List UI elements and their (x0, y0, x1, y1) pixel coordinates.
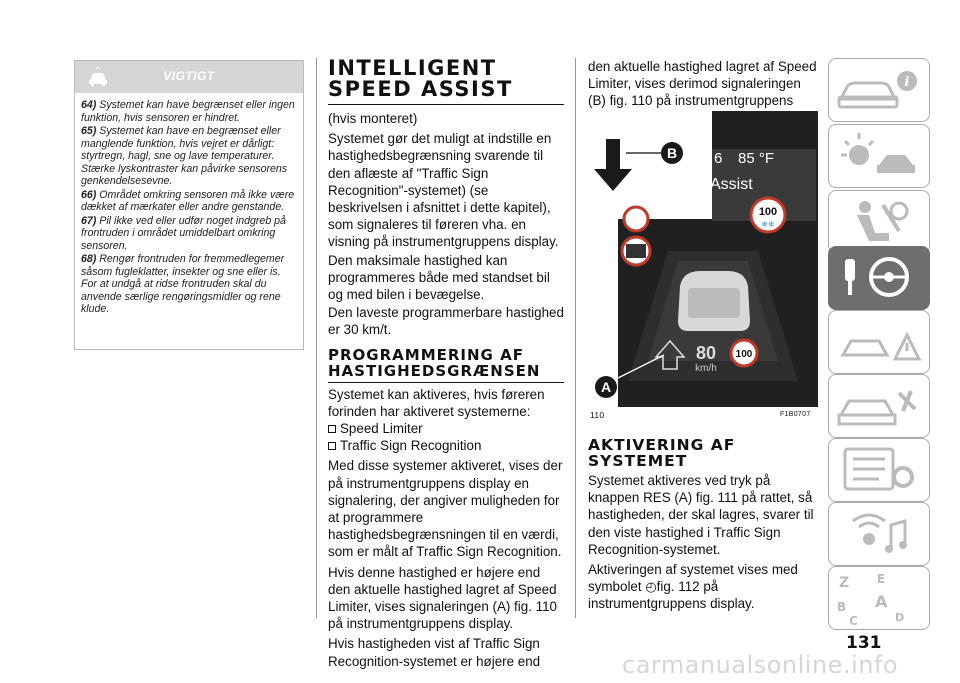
warning-title: VIGTIGT (163, 69, 215, 83)
warning-item: 65) Systemet kan have en begrænset eller manglende funktion, hvis vejret er dårligt: styrtregn, hagl, sne og lave temperaturer. Stærke lyskontraster kan påvirke sensorens genkendelsesevne. (81, 125, 288, 187)
display-assist: Assist (710, 176, 753, 193)
paragraph: Systemet gør det muligt at indstille en hastighedsbegrænsning svarende til den aflæste af "Traffic Sign Recognition"-systemet) (se beskrivelsen i afsnittet i dette kapitel), som signaleres til føreren vha. en visning på instrumentgruppens display. (328, 131, 559, 250)
index-letters-icon (829, 567, 929, 629)
svg-text:Z: Z (839, 575, 850, 591)
warning-item: 67) Pil ikke ved eller udfør noget indgreb på frontruden i området umiddelbart omkring sensoren. (81, 214, 286, 252)
body-text (588, 472, 820, 613)
section-heading: INTELLIGENT SPEED ASSIST (328, 56, 513, 101)
warning-item: 64) Systemet kan have begrænset eller ingen funktion, hvis sensoren er hindret. (81, 99, 295, 124)
heading-rule (328, 382, 564, 383)
paragraph: Den laveste programmerbare hastighed er 30 km/t. (328, 305, 564, 338)
car-maintenance-icon (829, 375, 929, 437)
warning-list (75, 93, 303, 316)
paragraph: Systemet kan aktiveres, hvis føreren forinden har aktiveret systemerne: (328, 386, 545, 419)
paragraph: Hvis hastigheden vist af Traffic Sign Recognition-systemet er højere end (328, 636, 541, 669)
figure-code: F1B0707 (780, 411, 811, 418)
speed-sign-top: 100 (758, 206, 778, 218)
steering-key-icon (829, 247, 929, 309)
paragraph: den aktuelle hastighed lagret af Speed Limiter, vises derimod signaleringen (B) fig. 110 på instrumentgruppens (588, 59, 817, 109)
svg-text:i: i (904, 75, 910, 90)
tab-index[interactable] (828, 566, 930, 630)
warning-box (74, 60, 304, 350)
column-activation (588, 437, 820, 616)
list-item: Traffic Sign Recognition (328, 437, 564, 454)
body-text (328, 386, 564, 670)
body-text (328, 110, 564, 339)
svg-text:E: E (877, 572, 886, 586)
multimedia-icon (829, 503, 929, 565)
display-temp: 85 °F (738, 150, 775, 167)
heading-rule (328, 104, 564, 105)
speed-sign-bottom: 100 (735, 349, 753, 360)
subsection-heading: PROGRAMMERING AF HASTIGHEDSGRÆNSEN (328, 345, 541, 380)
settings-list-icon (829, 439, 929, 501)
warning-header (75, 61, 303, 93)
svg-text:B: B (837, 600, 847, 614)
paragraph: Aktiveringen af systemet vises med symbolet ◴fig. 112 på instrumentgruppens display. (588, 562, 798, 612)
display-unit: km/h (695, 363, 717, 374)
tab-technical-data[interactable] (828, 438, 930, 502)
subsection-heading: AKTIVERING AF SYSTEMET (588, 436, 736, 470)
warning-triangle-icon (829, 311, 929, 373)
weather-lights-icon (829, 125, 929, 187)
bullet-square-icon (328, 425, 336, 433)
paragraph: Hvis denne hastighed er højere end den aktuelle hastighed lagret af Speed Limiter, vises signaleringen (A) fig. 110 på instrumentgruppens display. (328, 564, 557, 632)
paragraph: Med disse systemer aktiveret, vises der på instrumentgruppens display en signalering, der angiver muligheden for at programmere hastighedsbegrænsningen til en værdi, som er målt af Traffic Sign Recognition. (328, 458, 563, 560)
airbag-seat-icon (829, 191, 929, 253)
column-divider (575, 58, 576, 618)
warning-item: 68) Rengør frontruden for fremmedlegemer såsom fugleklatter, insekter og sne eller is. For at undgå at ridse frontruden skal du anvende særlige rengøringsmidler og rene klude. (81, 253, 285, 315)
label-b: B (666, 145, 678, 161)
column-divider (316, 58, 317, 618)
figure-number: 110 (590, 410, 605, 420)
display-speed: 80 (695, 343, 717, 363)
speed-assist-symbol-icon: ◴ (645, 579, 657, 595)
tab-car-info[interactable] (828, 58, 930, 122)
tab-driving-active[interactable] (828, 246, 930, 310)
svg-text:C: C (849, 614, 858, 628)
page-number: 131 (846, 633, 882, 653)
column-speed-assist (328, 58, 564, 673)
label-a: A (600, 379, 612, 395)
snow-icon: ❄❄ (761, 220, 775, 229)
watermark: carmanualsonline.info (622, 651, 899, 679)
display-prefix: 6 (714, 150, 723, 167)
tab-lights[interactable] (828, 124, 930, 188)
list-item: Speed Limiter (328, 420, 564, 437)
tab-maintenance[interactable] (828, 374, 930, 438)
tab-safety[interactable] (828, 190, 930, 254)
tab-multimedia[interactable] (828, 502, 930, 566)
svg-text:D: D (895, 611, 905, 624)
bullet-square-icon (328, 442, 336, 450)
paragraph: Systemet aktiveres ved tryk på knappen RES (A) fig. 111 på rattet, så hastigheden, der skal lagres, svarer til den viste hastighed i Traffic Sign Recognition-systemet. (588, 473, 814, 557)
instrument-display-illustration (588, 111, 818, 407)
car-info-icon (829, 59, 929, 121)
svg-text:A: A (875, 592, 888, 611)
warning-item: 66) Området omkring sensoren må ikke være dækket af mærkater eller andre genstande. (81, 188, 295, 213)
paragraph: (hvis monteret) (328, 111, 418, 126)
figure-110 (588, 111, 818, 407)
paragraph: Den maksimale hastighed kan programmeres både med standset bil og med bilen i bevægelse. (328, 252, 550, 303)
tab-emergency[interactable] (828, 310, 930, 374)
